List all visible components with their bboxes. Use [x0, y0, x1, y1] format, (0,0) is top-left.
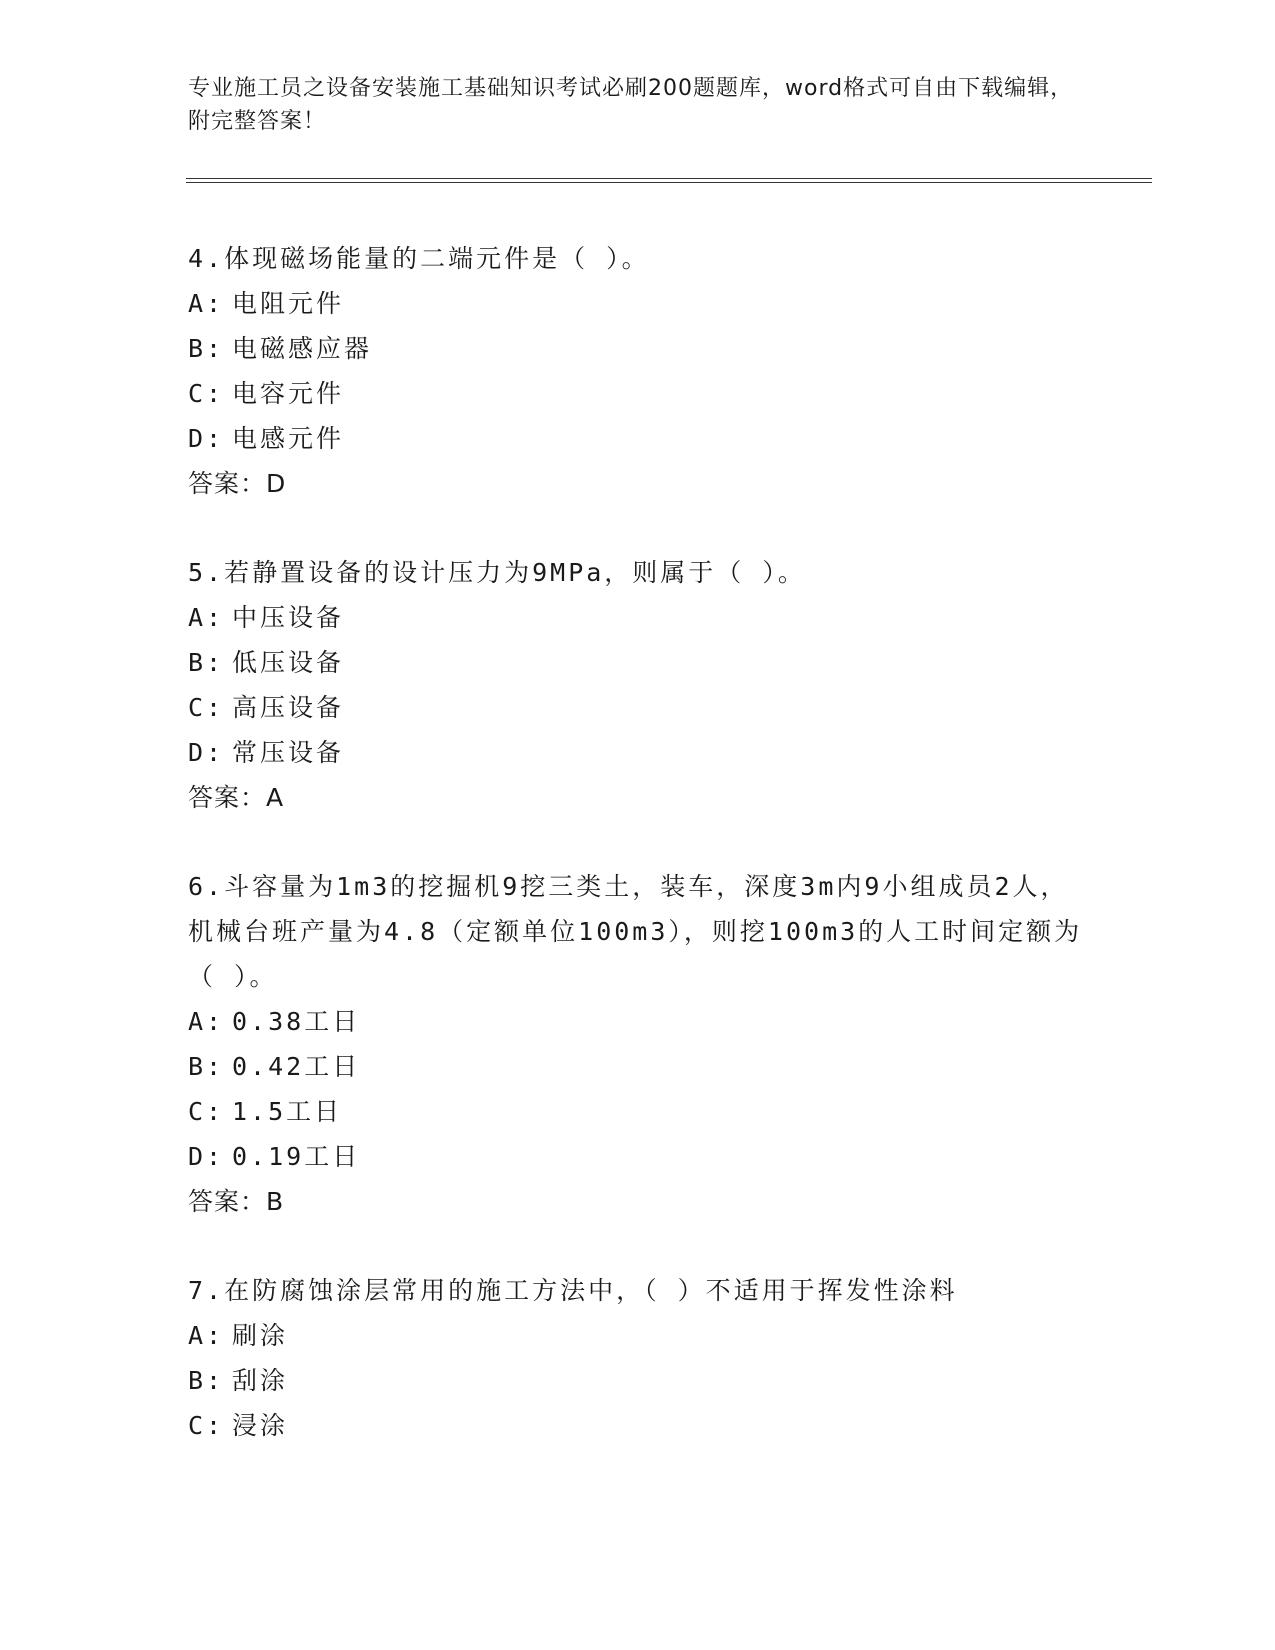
header-divider-top — [186, 178, 1152, 179]
question-4 — [188, 236, 1088, 506]
option-text: 高压设备 — [232, 693, 345, 722]
document-header — [188, 72, 1088, 138]
option-label: B: — [188, 334, 225, 363]
option-b — [188, 1358, 1088, 1403]
option-label: D: — [188, 424, 225, 453]
answer: 答案：A — [188, 783, 285, 812]
option-text: 0.42工日 — [232, 1052, 361, 1081]
option-c — [188, 1089, 1088, 1134]
option-text: 低压设备 — [232, 648, 345, 677]
option-c — [188, 1403, 1088, 1448]
option-text: 电感元件 — [232, 424, 345, 453]
option-label: B: — [188, 1052, 225, 1081]
question-list — [188, 236, 1088, 1492]
option-text: 0.38工日 — [232, 1007, 361, 1036]
option-text: 浸涂 — [232, 1411, 289, 1440]
header-divider-bottom — [186, 182, 1152, 183]
option-b — [188, 1044, 1088, 1089]
question-7 — [188, 1268, 1088, 1448]
option-text: 电容元件 — [232, 379, 345, 408]
option-label: A: — [188, 289, 225, 318]
answer: 答案：B — [188, 1187, 285, 1216]
option-text: 电阻元件 — [232, 289, 345, 318]
option-text: 刮涂 — [232, 1366, 289, 1395]
question-text: 6.斗容量为1m3的挖掘机9挖三类土，装车，深度3m内9小组成员2人，机械台班产量为4.8（定额单位100m3），则挖100m3的人工时间定额为（ ）。 — [188, 872, 1083, 991]
answer: 答案：D — [188, 469, 287, 498]
option-a — [188, 999, 1088, 1044]
option-label: D: — [188, 1142, 225, 1171]
option-b — [188, 326, 1088, 371]
option-d — [188, 416, 1088, 461]
question-5 — [188, 550, 1088, 820]
option-label: D: — [188, 738, 225, 767]
option-text: 0.19工日 — [232, 1142, 361, 1171]
option-d — [188, 730, 1088, 775]
option-text: 中压设备 — [232, 603, 345, 632]
question-text: 5.若静置设备的设计压力为9MPa，则属于（ ）。 — [188, 558, 806, 587]
option-label: A: — [188, 603, 225, 632]
option-label: C: — [188, 693, 225, 722]
option-c — [188, 371, 1088, 416]
option-text: 刷涂 — [232, 1321, 289, 1350]
option-a — [188, 1313, 1088, 1358]
option-label: A: — [188, 1007, 225, 1036]
question-6 — [188, 864, 1088, 1224]
option-text: 常压设备 — [232, 738, 345, 767]
option-label: C: — [188, 1097, 225, 1126]
option-label: C: — [188, 379, 225, 408]
option-label: B: — [188, 1366, 225, 1395]
option-a — [188, 595, 1088, 640]
option-label: C: — [188, 1411, 225, 1440]
option-c — [188, 685, 1088, 730]
option-a — [188, 281, 1088, 326]
header-title: 专业施工员之设备安装施工基础知识考试必刷200题题库，word格式可自由下载编辑，附完整答案！ — [188, 76, 1074, 134]
option-text: 1.5工日 — [232, 1097, 343, 1126]
option-label: B: — [188, 648, 225, 677]
option-text: 电磁感应器 — [232, 334, 373, 363]
question-text: 7.在防腐蚀涂层常用的施工方法中，（ ）不适用于挥发性涂料 — [188, 1276, 958, 1305]
option-b — [188, 640, 1088, 685]
question-text: 4.体现磁场能量的二端元件是（ ）。 — [188, 244, 650, 273]
option-d — [188, 1134, 1088, 1179]
option-label: A: — [188, 1321, 225, 1350]
